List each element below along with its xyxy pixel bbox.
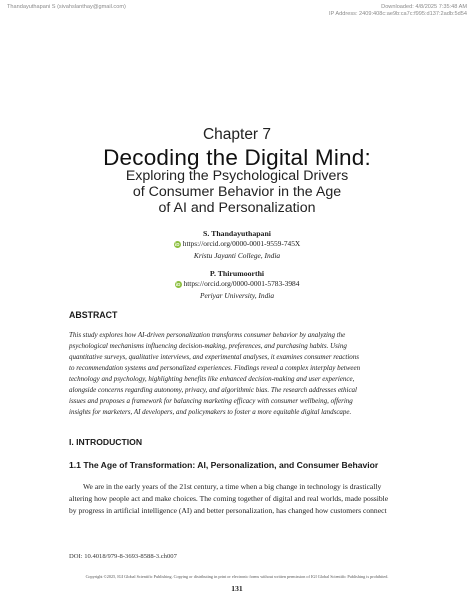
abstract-line: alongside concerns regarding autonomy, privacy, and algorithmic bias. The research addresses ethical [69, 386, 358, 394]
abstract-line: to recommendation systems and personalized experiences. Findings reveal a complex interplay between [69, 364, 361, 372]
body-line: altering how people act and make choices. The coming together of digital and real worlds, made possible [69, 494, 389, 503]
chapter-title: Decoding the Digital Mind: [103, 145, 371, 170]
chapter-subtitle-line: of Consumer Behavior in the Age [132, 184, 342, 200]
abstract-line: issues and proposes a framework for balancing marketing efficacy with consumer wellbeing, offering [69, 397, 353, 405]
download-user-info: Thandayuthapani S (sivahslanthay@gmail.com) [7, 4, 126, 10]
chapter-subtitle-line: Exploring the Psychological Drivers [125, 168, 349, 184]
orcid-icon: iD [175, 241, 180, 247]
orcid-link[interactable]: https://orcid.org/0000-0001-9559-745X [182, 239, 301, 248]
abstract-line: insights for marketers, AI developers, and policymakers to foster a more equitable digital landscape. [69, 408, 352, 416]
author-affiliation: Periyar University, India [199, 291, 275, 300]
section-heading: I. INTRODUCTION [69, 437, 143, 447]
author-affiliation: Kristu Jayanti College, India [193, 251, 281, 260]
abstract-heading: ABSTRACT [69, 310, 118, 320]
orcid-link[interactable]: https://orcid.org/0000-0001-5783-3984 [183, 279, 300, 288]
abstract-line: quantitative surveys, qualitative interviews, and experimental analyses, it examines consumer reactions [69, 353, 359, 361]
author-orcid[interactable] [0, 279, 474, 288]
author-name: P. Thirumoorthi [209, 269, 265, 278]
author-orcid[interactable] [0, 239, 474, 248]
abstract-line: technology and psychology, highlighting benefits like enhanced decision-making and user experience, [69, 375, 355, 383]
abstract-line: This study explores how AI-driven personalization transforms consumer behavior by analyzing the [69, 331, 346, 339]
orcid-icon: iD [175, 281, 181, 287]
body-line: We are in the early years of the 21st century, a time when a big change in technology is drastically [83, 482, 382, 491]
chapter-label: Chapter 7 [202, 126, 272, 143]
copyright-notice: Copyright ©2025, IGI Global Scientific Publishing. Copying or distributing in print or electronic forms without written permission of IGI Global Scientific Publishing is prohibited. [85, 574, 389, 579]
doi-label: DOI: 10.4018/979-8-3693-8588-3.ch007 [69, 553, 177, 560]
body-line: by progress in artificial intelligence (AI) and better personalization, has changed how customers connect [69, 506, 387, 515]
page-number: 131 [231, 584, 243, 593]
ip-address: IP Address: 2409:408c:ae9b:ca7c:f995:d137:2adb:5d54 [329, 11, 467, 17]
author-name: S. Thandayuthapani [203, 229, 271, 238]
download-date: Downloaded: 4/8/2025 7:35:48 AM [381, 4, 467, 10]
subsection-heading: 1.1 The Age of Transformation: AI, Personalization, and Consumer Behavior [69, 460, 379, 470]
abstract-line: psychological mechanisms influencing decision-making, preferences, and purchasing habits. Using [69, 342, 347, 350]
chapter-subtitle-line: of AI and Personalization [158, 200, 316, 216]
download-meta [329, 4, 467, 18]
